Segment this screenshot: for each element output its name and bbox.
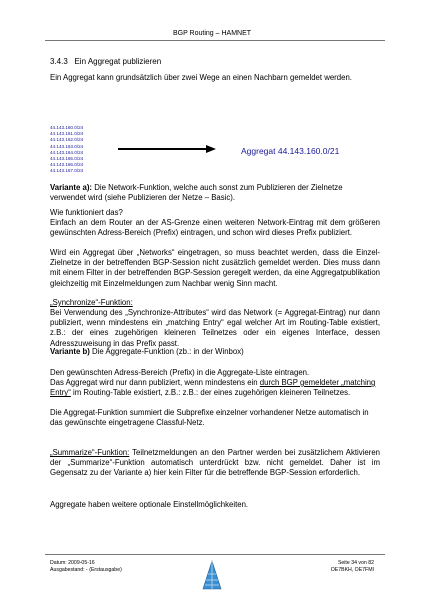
footer-right xyxy=(284,560,374,573)
footer-authors: OE7BKH, OE7FMI xyxy=(330,566,374,573)
arrow-shaft xyxy=(118,148,208,150)
variant-b-text-b: im Routing-Table existiert, z.B.: z.B.: der eines zugehörigen kleineren Teilnetzes. xyxy=(70,388,351,398)
variant-a-paragraph-1: Einfach an dem Router an der AS-Grenze einen weiteren Network-Eintrag mit dem größeren gewünschten Adress-Bereich (Prefix) eintragen, und schon wird dieses Prefix publiziert. xyxy=(50,218,380,238)
summarize-text: Teilnetzmeldungen an den Partner werden bei zusätzlichem Aktivieren der „Summarize“-Funktion automatisch unterdrückt bzw. nicht gemeldet. Daher ist im Gegensatz zu der Variante a) hier kein Filter für die betreffende BGP-Session erforderlich. xyxy=(50,448,380,478)
variant-a-question: Wie funktioniert das? xyxy=(50,208,123,217)
prefix-item: 44.143.167.0/24 xyxy=(50,168,84,174)
prefix-item: 44.143.161.0/24 xyxy=(50,131,84,137)
variant-b-label: Variante b) xyxy=(50,347,90,356)
variant-b-paragraph-2 xyxy=(50,378,380,398)
variant-b-underlined-text: durch BGP gemeldeter „matching Entry“ xyxy=(50,378,376,398)
prefix-item: 44.143.162.0/24 xyxy=(50,137,84,143)
section-title: Ein Aggregat publizieren xyxy=(74,57,162,66)
prefix-item: 44.143.165.0/24 xyxy=(50,156,84,162)
variant-a-description: Die Network-Funktion, welche auch sonst zum Publizieren der Zielnetze verwendet wird (siehe Publizieren der Netze – Basic). xyxy=(50,183,343,203)
footer-date: Datum: 2009-05-16 xyxy=(50,560,95,566)
prefix-item: 44.143.160.0/24 xyxy=(50,125,84,130)
footer-left xyxy=(50,560,122,573)
synchronize-heading: „Synchronize“-Funktion: xyxy=(50,298,133,307)
closing-paragraph: Aggregate haben weitere optionale Einstellmöglichkeiten. xyxy=(50,500,249,509)
arrow-right-icon xyxy=(206,145,216,153)
variant-b-text-a: Das Aggregat wird nur dann publiziert, wenn mindestens ein xyxy=(50,378,260,387)
prefix-item: 44.143.163.0/24 xyxy=(50,143,84,149)
variant-b-description: Die Aggregate-Funktion (zb.: in der Winbox) xyxy=(89,347,244,356)
summarize-paragraph xyxy=(50,448,380,479)
prefix-list xyxy=(50,125,83,175)
footer-page: Seite 34 von 82 xyxy=(337,560,374,566)
aggregate-label: Aggregat 44.143.160.0/21 xyxy=(241,146,340,156)
prefix-item: 44.143.166.0/24 xyxy=(50,162,84,168)
section-heading xyxy=(50,57,161,66)
footer-divider xyxy=(45,554,385,555)
section-number: 3.4.3 xyxy=(50,57,68,66)
header-divider xyxy=(45,40,385,41)
logo-icon xyxy=(201,560,223,590)
summarize-heading: „Summarize“-Funktion: xyxy=(50,448,130,457)
variant-a-paragraph-2: Wird ein Aggregat über „Networks“ eingetragen, so muss beachtet werden, dass die Einzel-Zielnetze in der betreffenden BGP-Session nicht zusätzlich gemeldet werden. Dies muss dann mit einem Filter in der betreffenden BGP-Session geregelt werden, da eine Aggregatpublikation gleichzeitig mit Einzelmeldungen zum Nachbar wenig Sinn macht. xyxy=(50,248,380,288)
variant-a-label: Variante a): xyxy=(50,183,93,192)
variant-b-paragraph-1: Den gewünschten Adress-Bereich (Prefix) in die Aggregate-Liste eintragen. xyxy=(50,368,310,377)
page-header: BGP Routing – HAMNET xyxy=(172,30,252,37)
intro-paragraph: Ein Aggregat kann grundsätzlich über zwei Wege an einen Nachbarn gemeldet werden. xyxy=(50,73,352,82)
variant-b-paragraph-3: Die Aggregat-Funktion summiert die Subprefixe einzelner vorhandener Netze automatisch in das gewünschte eingetragene Classful-Netz. xyxy=(50,408,369,428)
footer-edition: Ausgabestand: - (Erstausgabe) xyxy=(50,566,122,573)
synchronize-paragraph: Bei Verwendung des „Synchronize-Attributes“ wird das Network (= Aggregat-Eintrag) nur dann publiziert, wenn mindestens ein „matching Entry“ egal welcher Art im Routing-Table existiert, z.B.: der eines zugehörigen kleineren Teilnetzes oder ein eigenes Interface, dessen Adresszuweisung in das Prefix passt. xyxy=(50,308,380,348)
variant-b-heading-paragraph xyxy=(50,347,380,357)
prefix-item: 44.143.164.0/24 xyxy=(50,149,84,155)
variant-a-heading-paragraph xyxy=(50,183,380,203)
